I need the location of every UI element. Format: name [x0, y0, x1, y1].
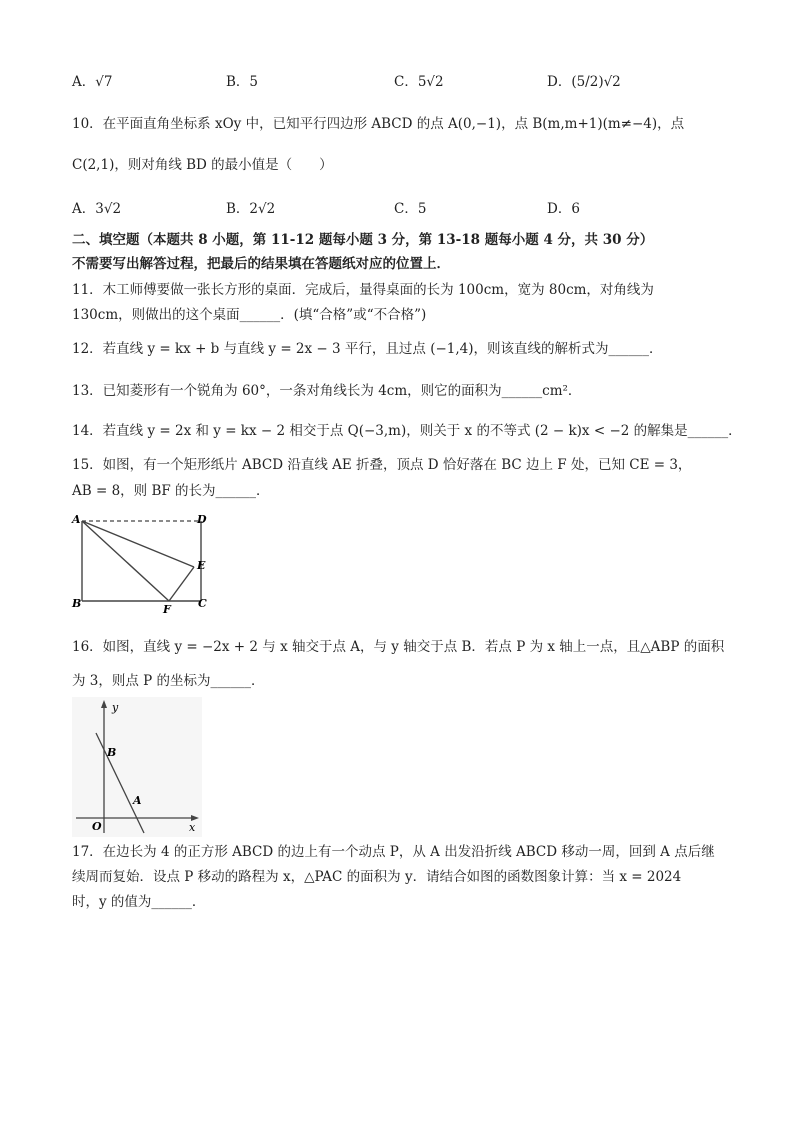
segment-af	[82, 521, 169, 601]
section-title: 二、填空题（本题共 8 小题，第 11-12 题每小题 3 分，第 13-18 题每小题 4 分，共 30 分）	[72, 232, 654, 248]
label-y: y	[112, 701, 119, 714]
q10-option-c: C．5	[394, 201, 427, 217]
label-x: x	[189, 821, 196, 834]
q10-line2: C(2,1)，则对角线 BD 的最小值是（ ）	[72, 157, 333, 173]
fold-line-ae	[82, 521, 194, 567]
section-note: 不需要写出解答过程，把最后的结果填在答题纸对应的位置上．	[72, 256, 450, 272]
q9-option-a: A．√7	[72, 74, 113, 90]
label-f: F	[163, 603, 171, 615]
q9-option-c: C．5√2	[394, 74, 444, 90]
q15-rectangle-figure	[66, 510, 216, 615]
q17-line3: 时，y 的值为______．	[72, 894, 206, 910]
q9-option-b: B．5	[226, 74, 259, 90]
segment-fe	[169, 567, 194, 601]
q13-text: 13．已知菱形有一个锐角为 60°，一条对角线长为 4cm，则它的面积为______cm²．	[72, 383, 582, 399]
q12-text: 12．若直线 y = kx + b 与直线 y = 2x − 3 平行，且过点 (−1,4)，则该直线的解析式为______．	[72, 341, 663, 357]
figure-background	[72, 697, 202, 837]
q17-line2: 续周而复始．设点 P 移动的路程为 x，△PAC 的面积为 y．请结合如图的函数图象计算：当 x = 2024	[72, 869, 682, 885]
label-a: A	[133, 794, 142, 807]
q11-line2: 130cm，则做出的这个桌面______．(填“合格”或“不合格”)	[72, 307, 427, 323]
label-b: B	[72, 597, 82, 610]
label-e: E	[197, 559, 206, 572]
q10-option-b: B．2√2	[226, 201, 276, 217]
label-d: D	[197, 513, 207, 526]
q16-line1: 16．如图，直线 y = −2x + 2 与 x 轴交于点 A，与 y 轴交于点 B．若点 P 为 x 轴上一点，且△ABP 的面积	[72, 639, 725, 655]
q15-line2: AB = 8，则 BF 的长为______．	[72, 483, 270, 499]
label-c: C	[198, 597, 207, 610]
q14-text: 14．若直线 y = 2x 和 y = kx − 2 相交于点 Q(−3,m)，则关于 x 的不等式 (2 − k)x < −2 的解集是______．	[72, 423, 742, 439]
q17-line1: 17．在边长为 4 的正方形 ABCD 的边上有一个动点 P，从 A 出发沿折线 ABCD 移动一周，回到 A 点后继	[72, 844, 715, 860]
q9-option-d: D．(5/2)√2	[547, 74, 621, 90]
q16-graph-figure	[72, 697, 202, 837]
q10-option-a: A．3√2	[72, 201, 122, 217]
label-b: B	[107, 746, 117, 759]
q15-line1: 15．如图，有一个矩形纸片 ABCD 沿直线 AE 折叠，顶点 D 恰好落在 BC 边上 F 处，已知 CE = 3，	[72, 457, 692, 473]
q16-line2: 为 3，则点 P 的坐标为______．	[72, 673, 265, 689]
label-o: O	[92, 820, 102, 833]
q10-option-d: D．6	[547, 201, 580, 217]
q11-line1: 11．木工师傅要做一张长方形的桌面．完成后，量得桌面的长为 100cm，宽为 80cm，对角线为	[72, 282, 654, 298]
label-a: A	[72, 513, 81, 526]
q10-line1: 10．在平面直角坐标系 xOy 中，已知平行四边形 ABCD 的点 A(0,−1)，点 B(m,m+1)(m≠−4)，点	[72, 116, 685, 132]
